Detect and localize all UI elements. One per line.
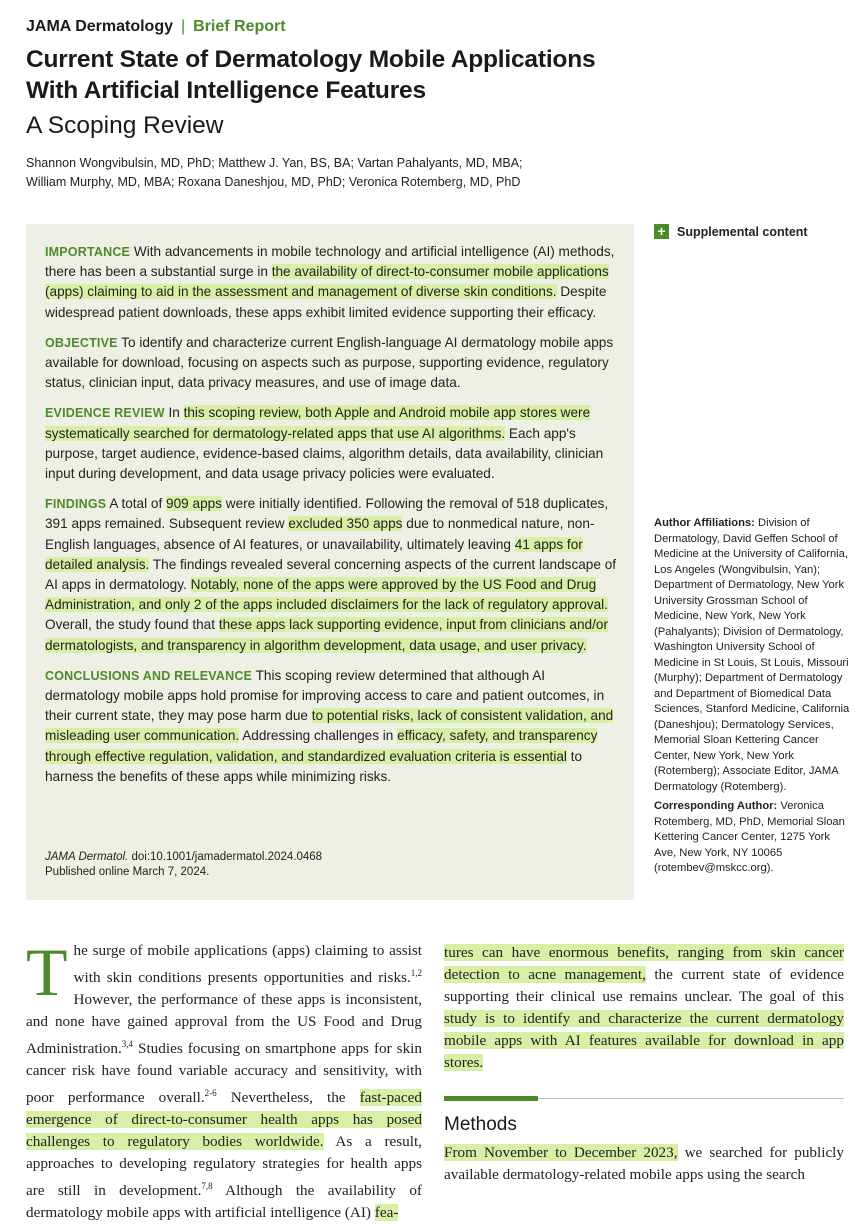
highlight: From November to December 2023, (444, 1144, 678, 1161)
citation-journal: JAMA Dermatol. (45, 851, 129, 863)
abstract (45, 242, 621, 797)
text: With advancements in mobile technology and artificial intelligence (AI) methods, there has been a substantial surge in (45, 244, 615, 280)
body-column-right (444, 942, 844, 1074)
supplemental-label: Supplemental content (677, 224, 808, 239)
authors-line-2: William Murphy, MD, MBA; Roxana Daneshjou, MD, PhD; Veronica Rotemberg, MD, PhD (26, 175, 521, 189)
authors-line-1: Shannon Wongvibulsin, MD, PhD; Matthew J. Yan, BS, BA; Vartan Pahalyants, MD, MBA; (26, 156, 523, 170)
text: due to nonmedical nature, non-English languages, absence of AI features, or unavailability, ultimately leaving (45, 516, 595, 552)
highlight: study is to identify and characterize the current dermatology mobile apps with AI features available for download in app stores. (444, 1010, 844, 1071)
text: A total of (106, 496, 167, 512)
author-affiliations (654, 516, 850, 877)
text: However, the performance of these apps is inconsistent, and none have gained approval from the US Food and Drug Administration. (26, 991, 422, 1058)
section-head: CONCLUSIONS AND RELEVANCE (45, 668, 253, 683)
highlight: the availability of direct-to-consumer mobile applications (apps) claiming to aid in the assessment and management of diverse skin conditions. (45, 264, 609, 300)
section-head: IMPORTANCE (45, 245, 131, 259)
citation (45, 850, 322, 880)
methods-text (444, 1142, 844, 1186)
drop-cap: T (26, 934, 68, 1010)
plus-icon: + (654, 224, 669, 239)
text: Although the availability of dermatology mobile apps with artificial intelligence (AI) (26, 1182, 422, 1222)
author-list (26, 154, 523, 192)
text: the current state of evidence supporting their clinical use remains unclear. The goal of this (444, 966, 844, 1005)
text: In (164, 405, 184, 421)
highlight: excluded 350 apps (288, 516, 403, 532)
published-date: Published online March 7, 2024. (45, 866, 210, 878)
corresponding-head: Corresponding Author: (654, 800, 778, 812)
text: we searched for publicly available dermatology-related mobile apps using the search (444, 1144, 844, 1183)
ref-sup[interactable]: 1,2 (410, 968, 422, 978)
text: This scoping review determined that although AI dermatology mobile apps hold promise for improving access to care and patient outcomes, in their current state, they may pose harm due (45, 667, 605, 724)
journal-name: JAMA Dermatology (26, 18, 173, 35)
methods-heading: Methods (444, 1114, 517, 1135)
text: As a result, approaches to developing regulatory strategies for health apps are still in development. (26, 1133, 422, 1200)
section-head: FINDINGS (45, 497, 107, 512)
text: to harness the benefits of these apps while minimizing risks. (45, 748, 583, 784)
highlight: 41 apps for detailed analysis. (45, 536, 583, 572)
affiliations-block (654, 516, 850, 795)
methods-accent-bar (444, 1096, 538, 1101)
abstract-importance (45, 242, 621, 323)
text: were initially identified. Following the removal of 518 duplicates, 391 apps remained. Subsequent review (45, 496, 609, 532)
article-subtitle: A Scoping Review (26, 112, 224, 139)
supplemental-content-link[interactable] (654, 224, 808, 239)
highlight: these apps lack supporting evidence, input from clinicians and/or dermatologists, and transparency in algorithm development, data usage, and user privacy. (45, 617, 608, 653)
highlight: fea- (374, 1204, 399, 1222)
highlight: 909 apps (166, 496, 222, 512)
abstract-findings (45, 494, 621, 656)
text: he surge of mobile applications (apps) claiming to assist with skin conditions presents opportunities and risks. (73, 942, 422, 987)
corresponding-text: Veronica Rotemberg, MD, PhD, Memorial Sloan Kettering Cancer Center, 1275 York Ave, New York, NY 10065 (rotembev@mskcc.org). (654, 800, 845, 874)
text: Overall, the study found that (45, 617, 219, 633)
section-head: EVIDENCE REVIEW (45, 406, 165, 421)
journal-header (26, 18, 286, 36)
affiliations-head: Author Affiliations: (654, 517, 755, 529)
title-line-1: Current State of Dermatology Mobile Applications (26, 46, 596, 73)
text: Addressing challenges in (239, 728, 398, 744)
text: To identify and characterize current English-language AI dermatology mobile apps available for download, focusing on aspects such as purpose, supporting evidence, regulatory status, clinician input, data privacy measures, and use of image data. (45, 334, 614, 391)
abstract-objective (45, 333, 621, 394)
highlight: fast-paced emergence of direct-to-consumer health apps has posed challenges to regulatory bodies worldwide. (26, 1089, 422, 1151)
ref-sup[interactable]: 7,8 (201, 1181, 213, 1192)
ref-sup[interactable]: 3,4 (121, 1039, 134, 1050)
text: Studies focusing on smartphone apps for skin cancer risk have found variable accuracy and sensitivity, with poor performance overall. (26, 1040, 422, 1107)
text: Each app's purpose, target audience, evidence-based claims, algorithm details, data availability, clinician input during development, and data usage privacy policies were evaluated. (45, 425, 604, 482)
highlight: Notably, none of the apps were approved by the US Food and Drug Administration, and only 2 of the apps included disclaimers for the lack of regulatory approval. (45, 577, 608, 613)
highlight: this scoping review, both Apple and Android mobile app stores were systematically searched for dermatology-related apps that use AI algorithms. (45, 405, 591, 441)
ref-sup[interactable]: 2-6 (204, 1088, 217, 1099)
highlight: tures can have enormous benefits, ranging from skin cancer detection to acne management, (444, 944, 844, 983)
highlight: efficacy, safety, and transparency through effective regulation, validation, and standardized evaluation criteria is essential (45, 728, 598, 764)
highlight: to potential risks, lack of consistent validation, and misleading user communication. (45, 708, 614, 744)
article-type: Brief Report (193, 18, 286, 35)
section-head: OBJECTIVE (45, 335, 118, 350)
header-separator: | (180, 18, 186, 35)
doi-text[interactable]: doi:10.1001/jamadermatol.2024.0468 (128, 851, 323, 863)
text: Despite widespread patient downloads, these apps exhibit limited evidence supporting their efficacy. (45, 284, 607, 320)
body-column-left (26, 934, 422, 1224)
citation-doi (45, 850, 322, 865)
abstract-evidence-review (45, 403, 621, 484)
corresponding-block (654, 799, 850, 877)
text: Nevertheless, the (216, 1089, 360, 1107)
article-title (26, 44, 595, 106)
affiliations-text: Division of Dermatology, David Geffen School of Medicine at the University of California, Los Angeles (Wongvibulsin, Yan); Department of Dermatology, New York University Grossman School of Medicine, New York, New York (Pahalyants); Division of Dermatology, Washington University School of Medicine in St Louis, St Louis, Missouri (Murphy); Department of Dermatology and Department of Biomedical Data Sciences, Stanford Medicine, California (Daneshjou); Dermatology Services, Memorial Sloan Kettering Cancer Center, New York, New York (Rotemberg); Associate Editor, JAMA Dermatology (Rotemberg). (654, 517, 850, 793)
title-line-2: With Artificial Intelligence Features (26, 77, 426, 104)
text: The findings revealed several concerning aspects of the current landscape of AI apps in dermatology. (45, 556, 617, 593)
abstract-conclusions (45, 666, 621, 787)
